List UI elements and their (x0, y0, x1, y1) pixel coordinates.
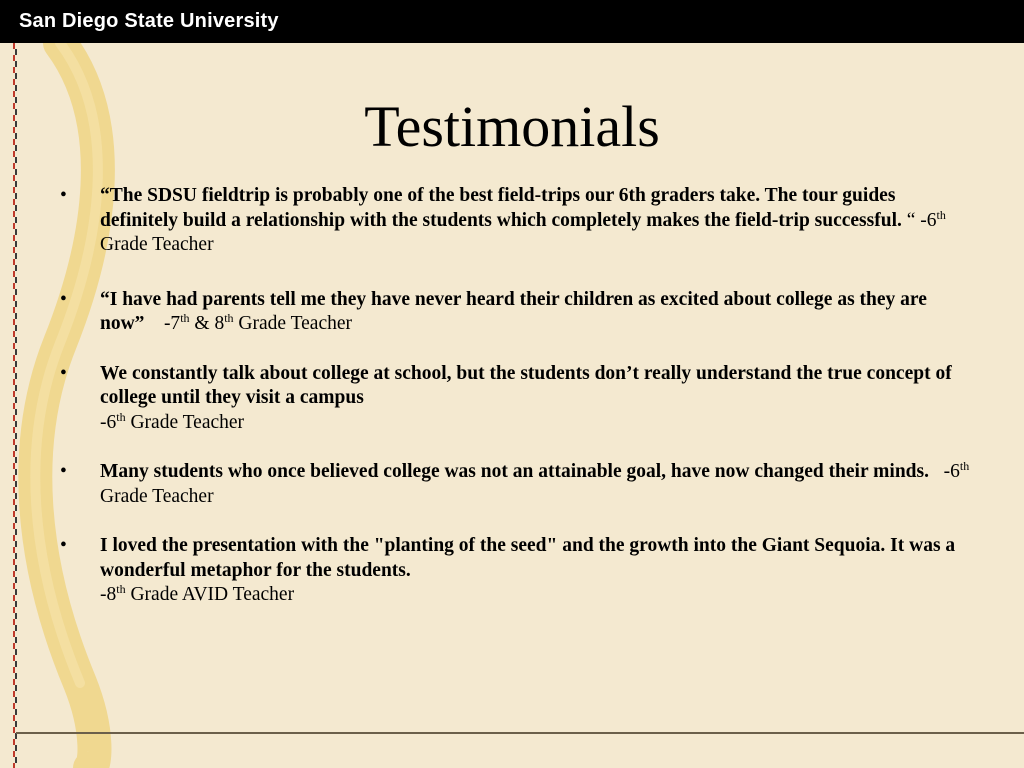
testimonial-item (60, 534, 970, 608)
testimonial-item (60, 362, 970, 436)
testimonial-attribution: -8th Grade AVID Teacher (100, 582, 295, 605)
slide-title: Testimonials (364, 93, 660, 159)
testimonial-attribution: “ -6th Grade Teacher (100, 207, 946, 255)
testimonial-attribution: -6th Grade Teacher (100, 409, 245, 433)
testimonial-quote: “I have had parents tell me they have never heard their children as excited about college as they are now” (100, 288, 927, 334)
testimonial-item (60, 184, 970, 258)
bullet-icon: • (60, 362, 67, 384)
testimonial-item (60, 460, 970, 509)
bullet-icon: • (60, 288, 67, 310)
testimonial-list (60, 184, 970, 608)
testimonial-attribution: -6th Grade Teacher (100, 459, 970, 507)
bullet-icon: • (60, 185, 67, 206)
testimonial-quote: Many students who once believed college was not an attainable goal, have now changed their minds. (100, 461, 929, 482)
footer-divider (16, 732, 1024, 734)
testimonial-attribution: -7th & 8th Grade Teacher (163, 311, 352, 334)
testimonial-quote: “The SDSU fieldtrip is probably one of the best field-trips our 6th graders take. The tour guides definitely build a relationship with the students which completely makes the field-trip successful. (100, 185, 902, 231)
testimonial-quote: We constantly talk about college at school, but the students don’t really understand the true concept of college until they visit a campus (100, 362, 952, 408)
university-name: San Diego State University (19, 10, 279, 32)
bullet-icon: • (60, 461, 67, 482)
testimonial-item (60, 288, 970, 337)
testimonial-quote: I loved the presentation with the "planting of the seed" and the growth into the Giant Sequoia. It was a wonderful metaphor for the students. (100, 535, 956, 581)
header-bar (0, 0, 1024, 43)
bullet-icon: • (60, 535, 67, 556)
